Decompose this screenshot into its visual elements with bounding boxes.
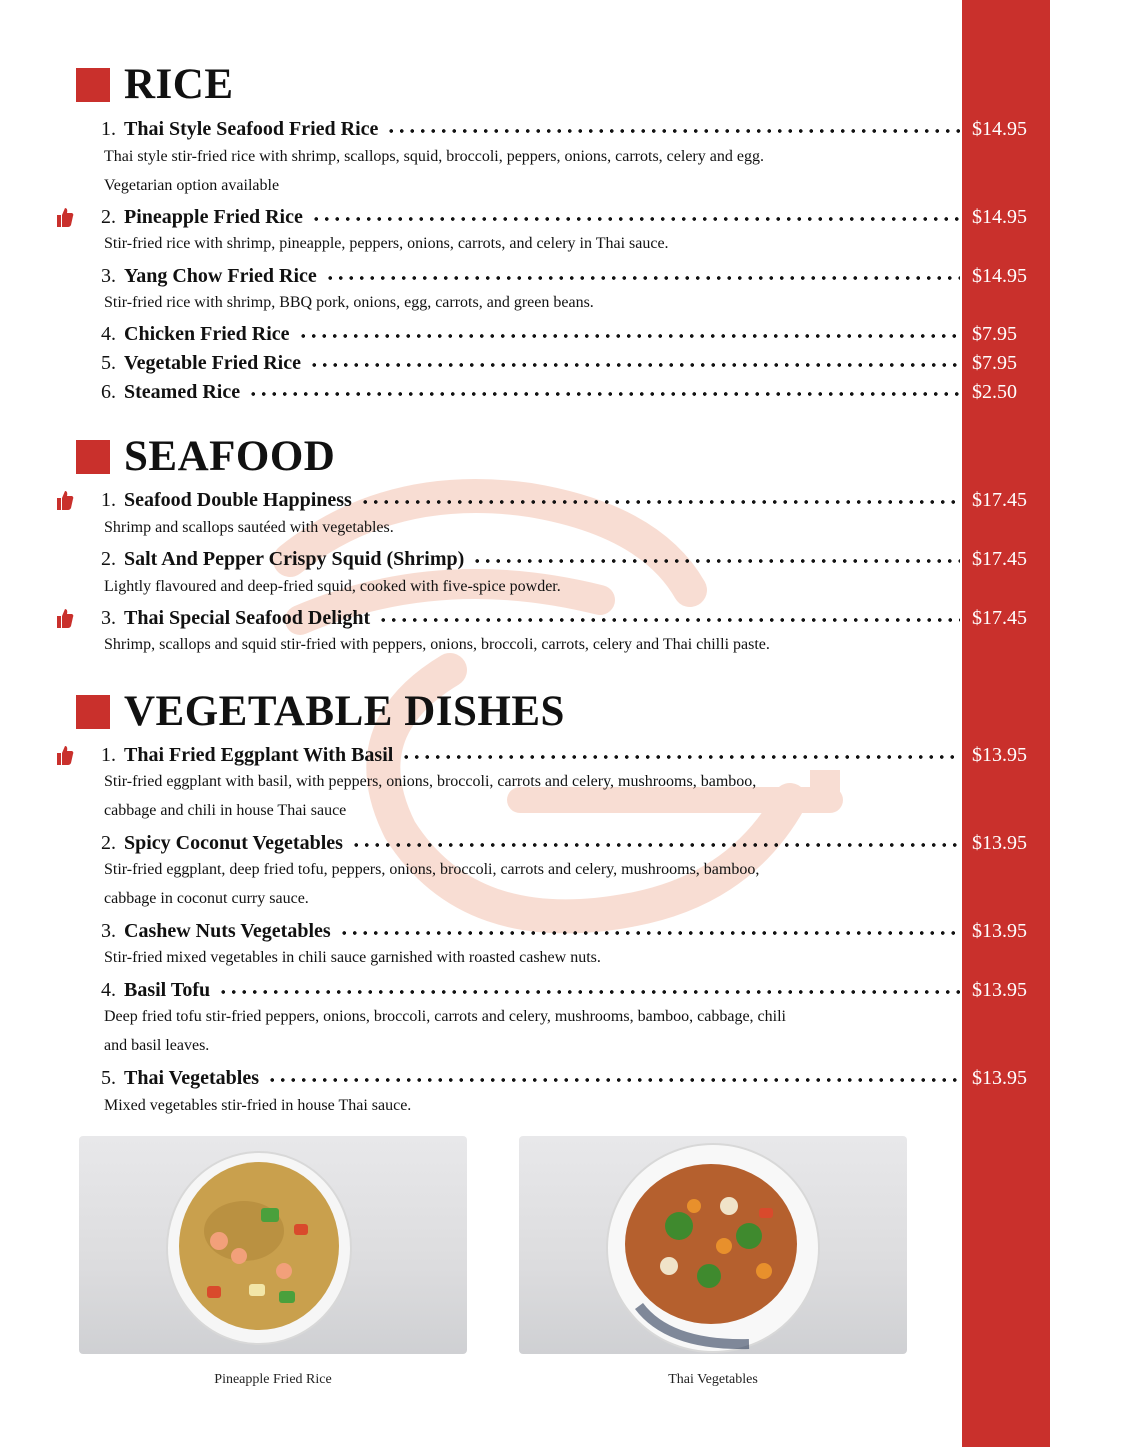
description-line: Stir-fried rice with shrimp, pineapple, peppers, onions, carrots, and celery in Thai sauce.: [104, 235, 669, 252]
item-number: 1.: [101, 743, 116, 766]
item-description: [104, 142, 904, 200]
item-number: 1.: [101, 488, 116, 511]
item-description: [104, 572, 904, 601]
menu-item: [56, 603, 1036, 633]
item-description: [104, 288, 904, 317]
item-name: Salt And Pepper Crispy Squid (Shrimp): [124, 547, 465, 570]
menu-item: [56, 1063, 1036, 1093]
item-price: $17.45: [972, 488, 1027, 511]
item-number: 5.: [101, 1066, 116, 1089]
thumbs-up-icon: [56, 206, 74, 228]
menu-item: [56, 975, 1036, 1005]
description-line: Stir-fried eggplant, deep fried tofu, peppers, onions, broccoli, carrots and celery, mushrooms, bamboo,: [104, 861, 760, 878]
item-price: $14.95: [972, 205, 1027, 228]
menu-item: [56, 261, 1036, 291]
section-title: SEAFOOD: [124, 433, 336, 480]
item-name: Thai Style Seafood Fried Rice: [124, 117, 379, 140]
item-name: Thai Fried Eggplant With Basil: [124, 743, 394, 766]
item-number: 4.: [101, 322, 116, 345]
thumbs-up-icon: [56, 744, 74, 766]
item-price: $13.95: [972, 1066, 1027, 1089]
menu-item: [56, 114, 1036, 144]
dot-leader: [267, 1077, 960, 1083]
item-number: 2.: [101, 831, 116, 854]
thumbs-up-icon: [56, 489, 74, 511]
dot-leader: [360, 499, 960, 505]
item-description: [104, 513, 904, 542]
description-line: cabbage and chili in house Thai sauce: [104, 802, 347, 819]
description-line: and basil leaves.: [104, 1037, 210, 1054]
item-price: $2.50: [972, 380, 1017, 403]
item-number: 3.: [101, 606, 116, 629]
dot-leader: [472, 558, 960, 564]
menu-item: [56, 348, 1036, 378]
item-number: 2.: [101, 547, 116, 570]
item-price: $7.95: [972, 351, 1017, 374]
dot-leader: [378, 617, 960, 623]
photo-thai-vegetables: [519, 1136, 907, 1354]
item-name: Basil Tofu: [124, 978, 211, 1001]
item-name: Yang Chow Fried Rice: [124, 264, 317, 287]
item-name: Vegetable Fried Rice: [124, 351, 301, 374]
item-description: [104, 1002, 904, 1060]
section-title: VEGETABLE DISHES: [124, 688, 565, 735]
photo-pineapple-fried-rice: [79, 1136, 467, 1354]
description-line: Stir-fried eggplant with basil, with peppers, onions, broccoli, carrots and celery, mushrooms, bamboo,: [104, 773, 757, 790]
item-price: $13.95: [972, 743, 1027, 766]
item-number: 6.: [101, 380, 116, 403]
section-marker: [76, 440, 110, 474]
section-marker: [76, 695, 110, 729]
item-number: 4.: [101, 978, 116, 1001]
dot-leader: [311, 216, 960, 222]
menu-item: [56, 916, 1036, 946]
dot-leader: [386, 128, 960, 134]
section-title: RICE: [124, 61, 234, 108]
dot-leader: [248, 391, 960, 397]
item-number: 3.: [101, 919, 116, 942]
item-name: Seafood Double Happiness: [124, 488, 352, 511]
description-line: Vegetarian option available: [104, 177, 280, 194]
thumbs-up-icon: [56, 607, 74, 629]
item-description: [104, 1091, 904, 1120]
item-number: 1.: [101, 117, 116, 140]
description-line: Shrimp, scallops and squid stir-fried with peppers, onions, broccoli, carrots, celery and Thai chilli paste.: [104, 636, 770, 653]
item-name: Chicken Fried Rice: [124, 322, 290, 345]
description-line: Thai style stir-fried rice with shrimp, scallops, squid, broccoli, peppers, onions, carrots, celery and egg.: [104, 148, 764, 165]
menu-item: [56, 377, 1036, 407]
menu-item: [56, 485, 1036, 515]
item-name: Cashew Nuts Vegetables: [124, 919, 331, 942]
item-number: 2.: [101, 205, 116, 228]
item-number: 3.: [101, 264, 116, 287]
description-line: Stir-fried mixed vegetables in chili sauce garnished with roasted cashew nuts.: [104, 949, 601, 966]
menu-item: [56, 828, 1036, 858]
description-line: Stir-fried rice with shrimp, BBQ pork, onions, egg, carrots, and green beans.: [104, 294, 594, 311]
item-price: $13.95: [972, 978, 1027, 1001]
item-description: [104, 229, 904, 258]
section-header-vegetable-dishes: [76, 690, 565, 733]
menu-item: [56, 319, 1036, 349]
item-name: Spicy Coconut Vegetables: [124, 831, 343, 854]
menu-item: [56, 740, 1036, 770]
dot-leader: [339, 930, 960, 936]
item-description: [104, 630, 904, 659]
plate-illustration: [519, 1136, 907, 1354]
plate-illustration: [79, 1136, 467, 1354]
dot-leader: [218, 989, 960, 995]
photo-caption: Thai Vegetables: [668, 1372, 758, 1387]
dot-leader: [298, 333, 960, 339]
description-line: Lightly flavoured and deep-fried squid, cooked with five-spice powder.: [104, 578, 561, 595]
section-marker: [76, 68, 110, 102]
description-line: cabbage in coconut curry sauce.: [104, 890, 309, 907]
dot-leader: [401, 754, 960, 760]
dot-leader: [351, 842, 960, 848]
item-price: $17.45: [972, 547, 1027, 570]
item-name: Steamed Rice: [124, 380, 241, 403]
section-header-rice: [76, 63, 234, 106]
section-header-seafood: [76, 435, 335, 478]
item-price: $13.95: [972, 831, 1027, 854]
item-price: $7.95: [972, 322, 1017, 345]
item-description: [104, 855, 904, 913]
item-name: Pineapple Fried Rice: [124, 205, 303, 228]
item-number: 5.: [101, 351, 116, 374]
dot-leader: [309, 362, 960, 368]
item-price: $17.45: [972, 606, 1027, 629]
item-price: $13.95: [972, 919, 1027, 942]
item-price: $14.95: [972, 117, 1027, 140]
item-description: [104, 767, 904, 825]
description-line: Shrimp and scallops sautéed with vegetables.: [104, 519, 394, 536]
menu-item: [56, 544, 1036, 574]
photo-caption: Pineapple Fried Rice: [214, 1372, 332, 1387]
description-line: Deep fried tofu stir-fried peppers, onions, broccoli, carrots and celery, mushrooms, bamboo, cabbage, chili: [104, 1008, 786, 1025]
item-name: Thai Vegetables: [124, 1066, 260, 1089]
item-price: $14.95: [972, 264, 1027, 287]
description-line: Mixed vegetables stir-fried in house Thai sauce.: [104, 1097, 412, 1114]
dot-leader: [325, 275, 960, 281]
item-description: [104, 943, 904, 972]
item-name: Thai Special Seafood Delight: [124, 606, 371, 629]
menu-item: [56, 202, 1036, 232]
